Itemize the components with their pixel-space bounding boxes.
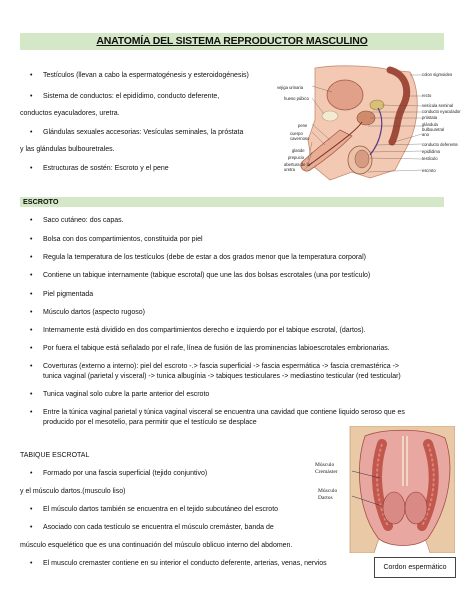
intro-item-2-cont: conductos eyaculadores, uretra. <box>20 110 120 117</box>
list-item-cont: músculo esquelético que es una continuación del músculo oblicuo interno del abdomen. <box>20 542 293 549</box>
fig-label-glande: glande <box>292 148 305 153</box>
bullet-icon: • <box>30 506 33 513</box>
bullet-icon: • <box>30 345 33 352</box>
fig-label-vesicula: vesícula seminal <box>422 103 453 108</box>
list-item: Saco cutáneo: dos capas. <box>43 217 124 224</box>
bullet-icon: • <box>30 470 33 477</box>
list-item: Músculo dartos (aspecto rugoso) <box>43 309 145 316</box>
fig-label-recto: recto <box>422 93 432 98</box>
fig-label-testiculo: testículo <box>422 156 438 161</box>
fig-label-colon: colon sigmoideo <box>422 72 453 77</box>
intro-item-3-cont: y las glándulas bulbouretrales. <box>20 146 115 153</box>
intro-item-2: Sistema de conductos: el epidídimo, conducto deferente, <box>43 93 220 100</box>
intro-item-1: Testículos (llevan a cabo la espermatogénesis y esteroidogénesis) <box>43 72 249 79</box>
list-item: Entre la túnica vaginal parietal y túnica vaginal visceral se encuentra una cavidad que contiene liquido seroso que es <box>43 409 405 416</box>
bullet-icon: • <box>30 291 33 298</box>
list-item: Por fuera el tabique está señalado por el rafe, línea de fusión de las prominencias labioescrotales embrionarias. <box>43 345 390 352</box>
bullet-icon: • <box>30 391 33 398</box>
list-item: Regula la temperatura de los testículos (debe de estar a dos grados menor que la temperatura corporal) <box>43 254 366 261</box>
section-heading: ESCROTO <box>20 197 444 207</box>
bullet-icon: • <box>30 93 33 100</box>
bullet-icon: • <box>30 524 33 531</box>
list-item-cont: y el músculo dartos.(musculo liso) <box>20 488 126 495</box>
fig-label-prepucio: prepucio <box>288 155 305 160</box>
list-item-cont: producido por el mesotelio, para permitir que el testículo se desplace <box>43 419 257 426</box>
fig-label-prostata: próstata <box>422 115 438 120</box>
list-item: Contiene un tabique internamente (tabique escrotal) que une las dos bolsas escrotales (una por testículo) <box>43 272 371 279</box>
fig-label-escroto: escroto <box>422 168 436 173</box>
fig-label-abertura: abertura de la uretra <box>284 162 310 172</box>
bullet-icon: • <box>30 363 33 370</box>
list-item-cont: tunica vaginal (parietal y visceral) -> tunica albugínia -> tabiques testiculares -> mediastino testicular (red testicular) <box>43 373 401 380</box>
list-item: El músculo dartos también se encuentra en el tejido subcutáneo del escroto <box>43 506 279 513</box>
bullet-icon: • <box>30 254 33 261</box>
bullet-icon: • <box>30 129 33 136</box>
fig-label-deferente: conducto deferente <box>422 142 458 147</box>
fig-label-vejiga: vejiga urinaria <box>277 85 304 90</box>
intro-item-4: Estructuras de sostén: Escroto y el pene <box>43 165 169 172</box>
fig-label-epididimo: epidídimo <box>422 149 441 154</box>
fig-label-hueso: hueso púbico <box>284 96 309 101</box>
bullet-icon: • <box>30 409 33 416</box>
subsection-heading: TABIQUE ESCROTAL <box>20 452 90 459</box>
list-item: Piel pigmentada <box>43 291 94 298</box>
bullet-icon: • <box>30 217 33 224</box>
list-item: Internamente está dividido en dos compartimientos derecho e izquierdo por el tabique escrotal, (dartos). <box>43 327 366 334</box>
fig-label-glandula: glándula bulbouretral <box>422 122 445 132</box>
list-item: Tunica vaginal solo cubre la parte anterior del escroto <box>43 391 210 398</box>
bullet-icon: • <box>30 327 33 334</box>
list-item: Coverturas (externo a interno): piel del escroto -.> fascia superficial -> fascia espermática -> fascia cremastérica -> <box>43 363 399 370</box>
figure-caption: Cordon espermático <box>374 557 456 578</box>
bullet-icon: • <box>30 165 33 172</box>
page-title: ANATOMÍA DEL SISTEMA REPRODUCTOR MASCULINO <box>20 33 444 50</box>
muscle-figure <box>310 426 455 553</box>
anatomy-figure <box>270 60 460 190</box>
fig-label-pene: pene <box>298 123 308 128</box>
bullet-icon: • <box>30 309 33 316</box>
list-item: Asociado con cada testículo se encuentra el músculo cremáster, banda de <box>43 524 274 531</box>
bullet-icon: • <box>30 560 33 567</box>
bullet-icon: • <box>30 72 33 79</box>
fig-label-conducto-eyac: conducto eyaculador <box>422 109 461 114</box>
fig-label-dartos: Músculo Dartos <box>318 488 338 501</box>
fig-label-ano: ano <box>422 132 429 137</box>
bullet-icon: • <box>30 236 33 243</box>
bullet-icon: • <box>30 272 33 279</box>
list-item: El musculo cremaster contiene en su interior el conducto deferente, arterias, venas, nervios <box>43 560 327 567</box>
intro-item-3: Glándulas sexuales accesorias: Vesículas seminales, la próstata <box>43 129 244 136</box>
list-item: Formado por una fascia superficial (tejido conjuntivo) <box>43 470 208 477</box>
list-item: Bolsa con dos compartimientos, constituida por piel <box>43 236 203 243</box>
fig-label-cuerpo: cuerpo cavernoso <box>290 131 310 141</box>
fig-label-cremaster: Músculo Cremáster <box>315 462 338 475</box>
